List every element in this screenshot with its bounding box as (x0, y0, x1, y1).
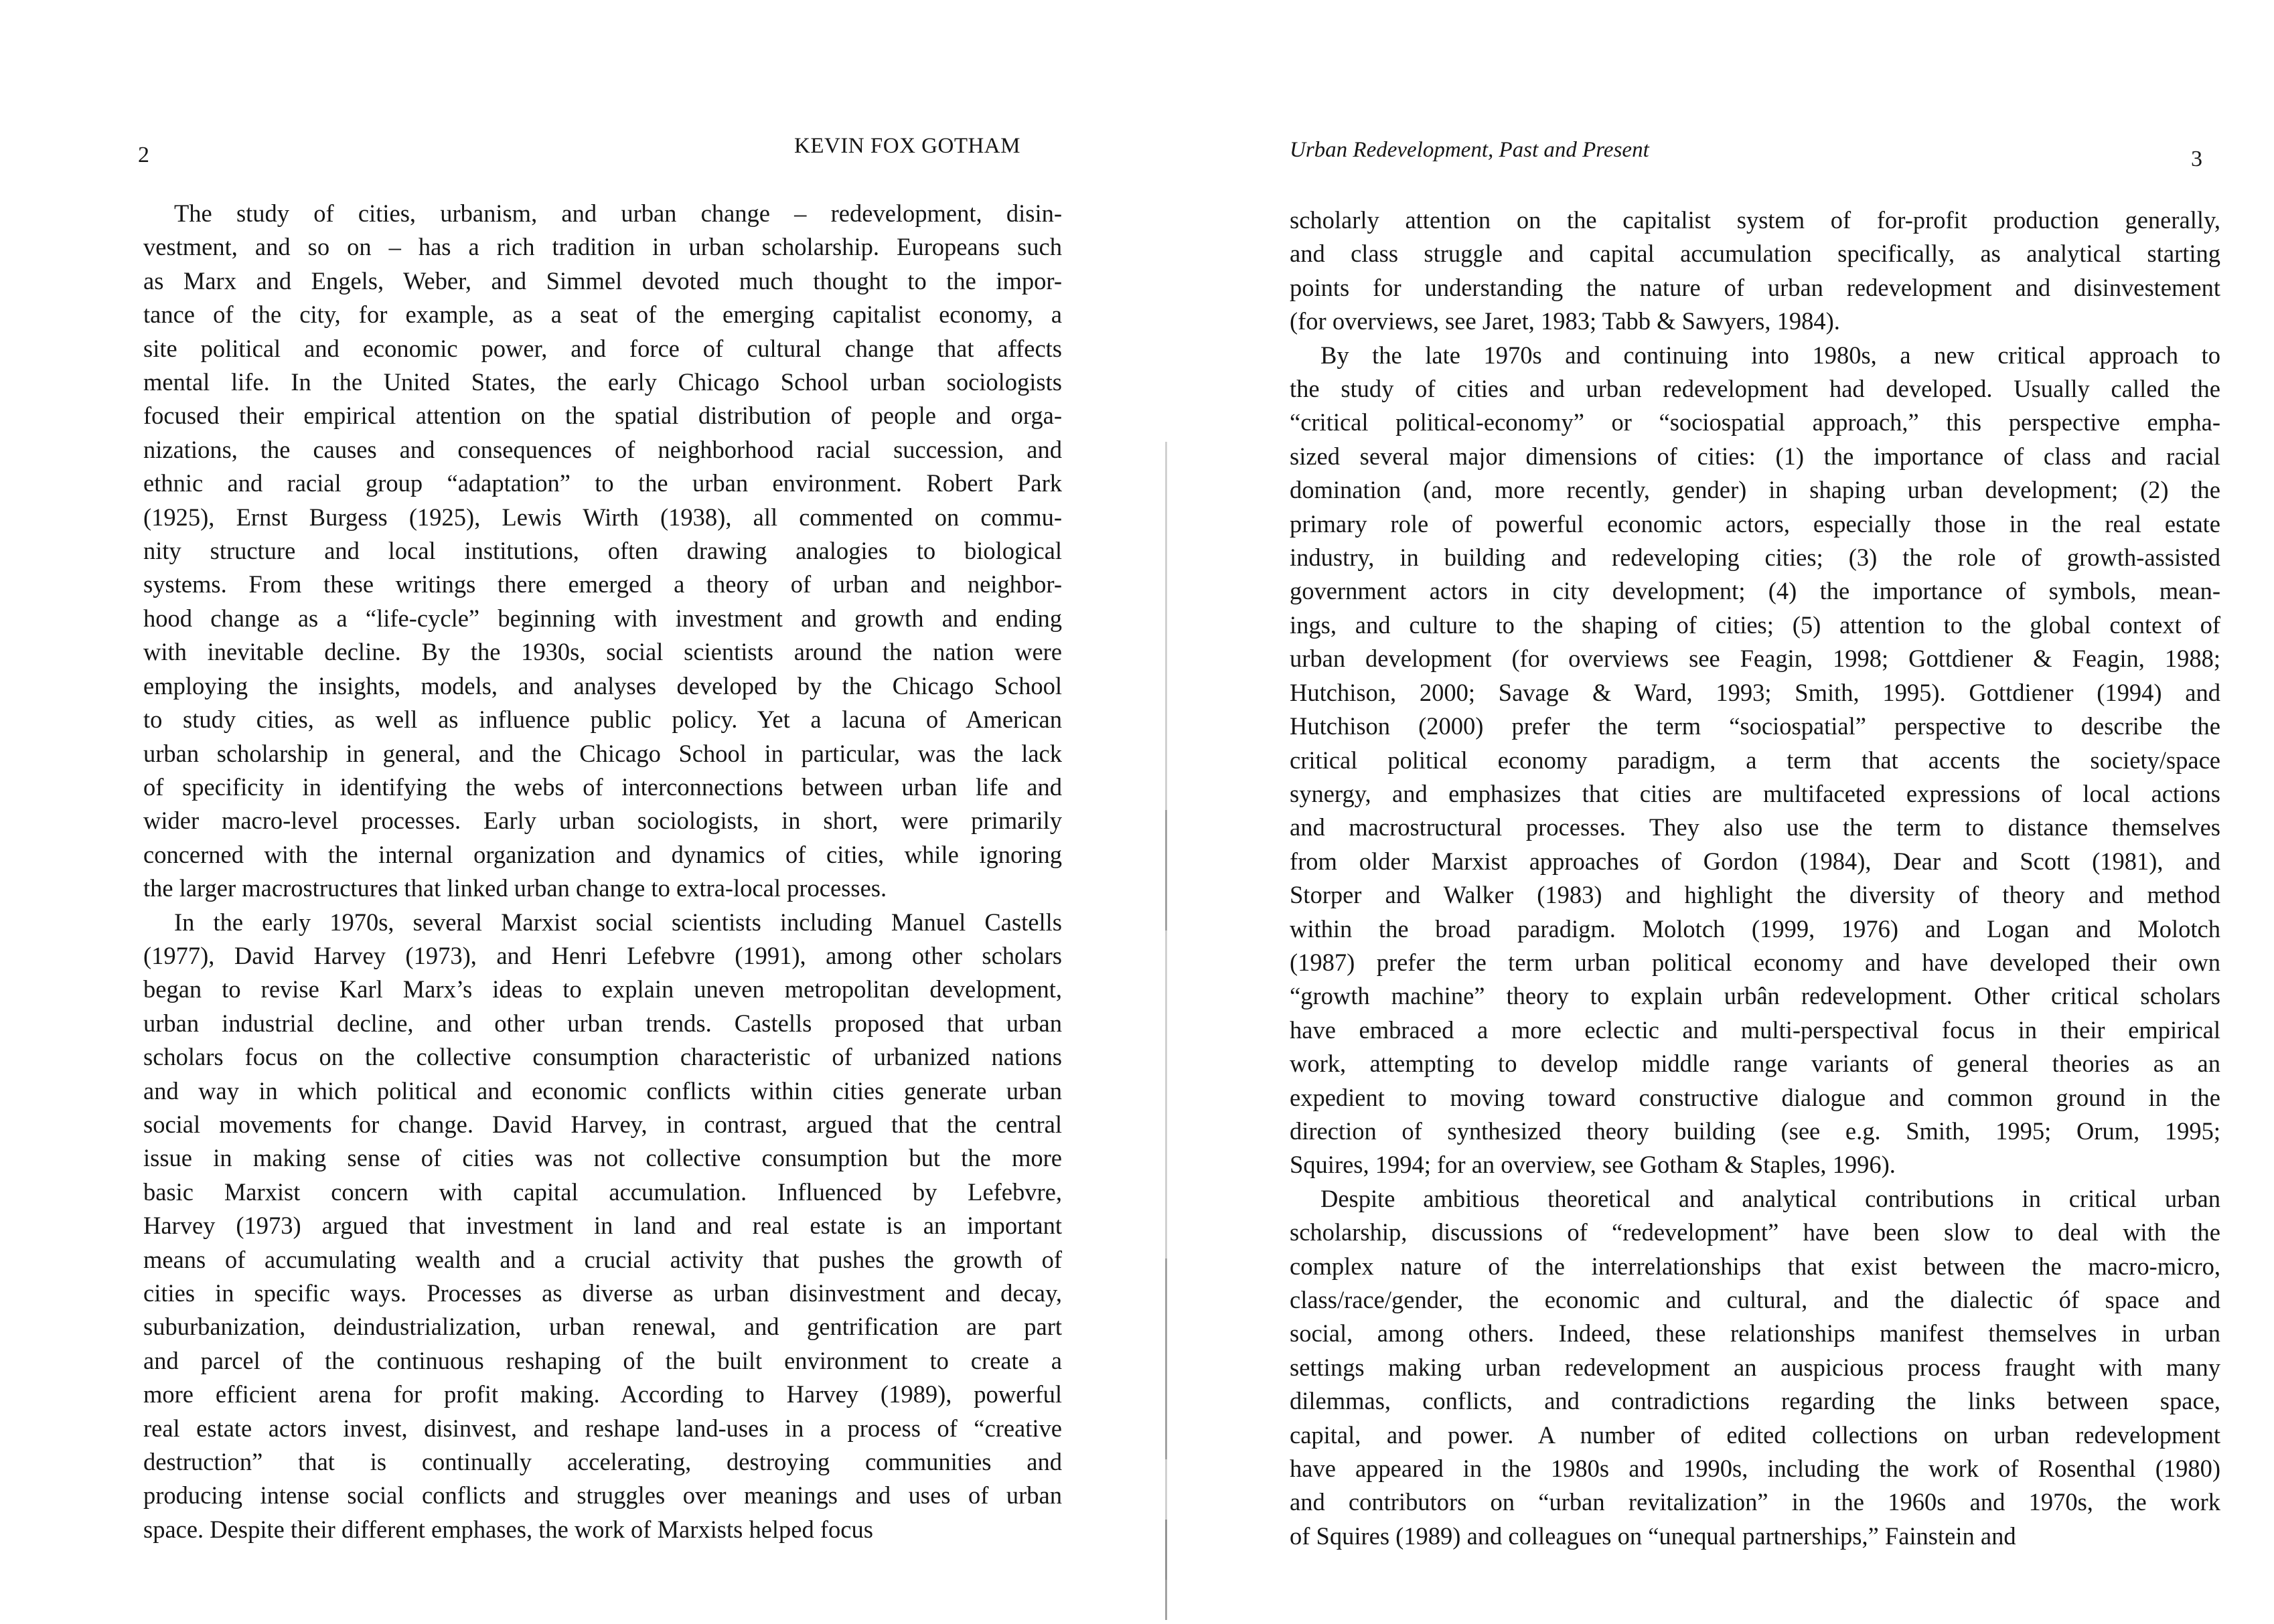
text-line: In the early 1970s, several Marxist social scientists including Manuel Castells (174, 908, 1062, 936)
text-line: settings making urban redevelopment an auspicious process fraught with many (1290, 1353, 2220, 1381)
paragraph (143, 197, 1062, 906)
text-line: (1925), Ernst Burgess (1925), Lewis Wirth (1938), all commented on commu- (143, 503, 1062, 531)
text-line: the study of cities and urban redevelopment had developed. Usually called the (1290, 375, 2220, 403)
text-line: domination (and, more recently, gender) in shaping urban development; (2) the (1290, 476, 2220, 504)
text-line: “growth machine” theory to explain urbân redevelopment. Other critical scholars (1290, 982, 2220, 1010)
left-running-head: KEVIN FOX GOTHAM (794, 134, 1020, 158)
text-line: the larger macrostructures that linked urban change to extra-local processes. (143, 874, 887, 902)
text-line: space. Despite their different emphases, the work of Marxists helped focus (143, 1515, 873, 1543)
text-line: and contributors on “urban revitalization” in the 1960s and 1970s, the work (1290, 1488, 2220, 1516)
paragraph (1290, 1182, 2220, 1553)
text-line: social, among others. Indeed, these relationships manifest themselves in urban (1290, 1319, 2220, 1348)
text-line: urban scholarship in general, and the Chicago School in particular, was the lack (143, 739, 1062, 767)
right-running-head: Urban Redevelopment, Past and Present (1290, 138, 1649, 162)
right-body-text (1290, 204, 2220, 1553)
left-page-number: 2 (138, 143, 149, 167)
text-line: expedient to moving toward constructive dialogue and common ground in the (1290, 1083, 2220, 1111)
text-line: government actors in city development; (4) the importance of symbols, mean- (1290, 577, 2220, 605)
text-line: Harvey (1973) argued that investment in land and real estate is an important (143, 1212, 1062, 1240)
text-line: By the late 1970s and continuing into 1980s, a new critical approach to (1320, 341, 2220, 369)
text-line: Hutchison (2000) prefer the term “sociospatial” perspective to describe the (1290, 712, 2220, 740)
text-line: suburbanization, deindustrialization, urban renewal, and gentrification are part (143, 1313, 1062, 1341)
text-line: focused their empirical attention on the spatial distribution of people and orga- (143, 402, 1062, 430)
text-line: “critical political-economy” or “sociospatial approach,” this perspective empha- (1290, 408, 2220, 436)
text-line: employing the insights, models, and analyses developed by the Chicago School (143, 671, 1062, 700)
text-line: (for overviews, see Jaret, 1983; Tabb & Sawyers, 1984). (1290, 307, 1840, 335)
text-line: mental life. In the United States, the early Chicago School urban sociologists (143, 368, 1062, 396)
text-line: of Squires (1989) and colleagues on “unequal partnerships,” Fainstein and (1290, 1522, 2016, 1550)
text-line: means of accumulating wealth and a crucial activity that pushes the growth of (143, 1245, 1062, 1273)
text-line: producing intense social conflicts and struggles over meanings and uses of urban (143, 1481, 1062, 1510)
text-line: nizations, the causes and consequences of neighborhood racial succession, and (143, 435, 1062, 463)
text-line: from older Marxist approaches of Gordon (1984), Dear and Scott (1981), and (1290, 847, 2220, 875)
text-line: industry, in building and redeveloping cities; (3) the role of growth-assisted (1290, 544, 2220, 572)
text-line: vestment, and so on – has a rich tradition in urban scholarship. Europeans such (143, 233, 1062, 261)
text-line: ings, and culture to the shaping of cities; (5) attention to the global context of (1290, 611, 2220, 639)
paragraph (1290, 339, 2220, 1182)
text-line: site political and economic power, and force of cultural change that affects (143, 334, 1062, 362)
text-line: social movements for change. David Harvey, in contrast, argued that the central (143, 1110, 1062, 1138)
text-line: and way in which political and economic conflicts within cities generate urban (143, 1076, 1062, 1105)
text-line: Hutchison, 2000; Savage & Ward, 1993; Smith, 1995). Gottdiener (1994) and (1290, 678, 2220, 706)
text-line: urban industrial decline, and other urban trends. Castells proposed that urban (143, 1009, 1062, 1037)
text-line: to study cities, as well as influence public policy. Yet a lacuna of American (143, 706, 1062, 734)
left-body-text (143, 197, 1062, 1546)
right-page-number: 3 (2191, 147, 2202, 171)
text-line: complex nature of the interrelationships that exist between the macro-micro, (1290, 1252, 2220, 1280)
text-line: capital, and power. A number of edited collections on urban redevelopment (1290, 1420, 2220, 1449)
text-line: concerned with the internal organization and dynamics of cities, while ignoring (143, 840, 1062, 868)
text-line: direction of synthesized theory building (see e.g. Smith, 1995; Orum, 1995; (1290, 1117, 2220, 1145)
text-line: primary role of powerful economic actors, especially those in the real estate (1290, 509, 2220, 538)
paragraph (143, 906, 1062, 1547)
text-line: within the broad paradigm. Molotch (1999, 1976) and Logan and Molotch (1290, 914, 2220, 943)
text-line: more efficient arena for profit making. According to Harvey (1989), powerful (143, 1380, 1062, 1408)
text-line: issue in making sense of cities was not collective consumption but the more (143, 1144, 1062, 1172)
text-line: tance of the city, for example, as a seat of the emerging capitalist economy, a (143, 301, 1062, 329)
text-line: systems. From these writings there emerged a theory of urban and neighbor- (143, 570, 1062, 598)
text-line: with inevitable decline. By the 1930s, social scientists around the nation were (143, 638, 1062, 666)
text-line: urban development (for overviews see Feagin, 1998; Gottdiener & Feagin, 1988; (1290, 645, 2220, 673)
text-line: of specificity in identifying the webs of interconnections between urban life and (143, 773, 1062, 801)
text-line: scholarship, discussions of “redevelopment” have been slow to deal with the (1290, 1218, 2220, 1246)
text-line: (1987) prefer the term urban political economy and have developed their own (1290, 948, 2220, 976)
text-line: ethnic and racial group “adaptation” to the urban environment. Robert Park (143, 469, 1062, 497)
text-line: real estate actors invest, disinvest, and reshape land-uses in a process of “creative (143, 1414, 1062, 1442)
text-line: work, attempting to develop middle range variants of general theories as an (1290, 1050, 2220, 1078)
text-line: scholarly attention on the capitalist system of for-profit production generally, (1290, 206, 2220, 234)
text-line: destruction” that is continually accelerating, destroying communities and (143, 1448, 1062, 1476)
text-line: points for understanding the nature of urban redevelopment and disinvestement (1290, 273, 2220, 301)
text-line: and parcel of the continuous reshaping of the built environment to create a (143, 1346, 1062, 1374)
text-line: basic Marxist concern with capital accumulation. Influenced by Lefebvre, (143, 1178, 1062, 1206)
text-line: have appeared in the 1980s and 1990s, including the work of Rosenthal (1980) (1290, 1455, 2220, 1483)
text-line: synergy, and emphasizes that cities are multifaceted expressions of local actions (1290, 779, 2220, 807)
text-line: scholars focus on the collective consumption characteristic of urbanized nations (143, 1043, 1062, 1071)
text-line: The study of cities, urbanism, and urban change – redevelopment, disin- (174, 199, 1062, 227)
text-line: dilemmas, conflicts, and contradictions regarding the links between space, (1290, 1387, 2220, 1415)
text-line: (1977), David Harvey (1973), and Henri Lefebvre (1991), among other scholars (143, 941, 1062, 969)
text-line: Storper and Walker (1983) and highlight the diversity of theory and method (1290, 881, 2220, 909)
text-line: nity structure and local institutions, often drawing analogies to biological (143, 537, 1062, 565)
text-line: wider macro-level processes. Early urban sociologists, in short, were primarily (143, 807, 1062, 835)
text-line: hood change as a “life-cycle” beginning with investment and growth and ending (143, 604, 1062, 632)
text-line: and class struggle and capital accumulation specifically, as analytical starting (1290, 240, 2220, 268)
text-line: class/race/gender, the economic and cultural, and the dialectic óf space and (1290, 1286, 2220, 1313)
text-line: as Marx and Engels, Weber, and Simmel devoted much thought to the impor- (143, 266, 1062, 295)
text-line: critical political economy paradigm, a term that accents the society/space (1290, 746, 2220, 774)
text-line: Despite ambitious theoretical and analytical contributions in critical urban (1320, 1184, 2220, 1212)
text-line: have embraced a more eclectic and multi-perspectival focus in their empirical (1290, 1016, 2220, 1044)
text-line: Squires, 1994; for an overview, see Gotham & Staples, 1996). (1290, 1151, 1896, 1179)
text-line: sized several major dimensions of cities: (1) the importance of class and racial (1290, 442, 2220, 470)
paragraph (1290, 204, 2220, 339)
text-line: began to revise Karl Marx’s ideas to explain uneven metropolitan development, (143, 975, 1062, 1003)
text-line: cities in specific ways. Processes as diverse as urban disinvestment and decay, (143, 1279, 1062, 1307)
right-page (1137, 0, 2274, 1624)
text-line: and macrostructural processes. They also use the term to distance themselves (1290, 813, 2220, 841)
